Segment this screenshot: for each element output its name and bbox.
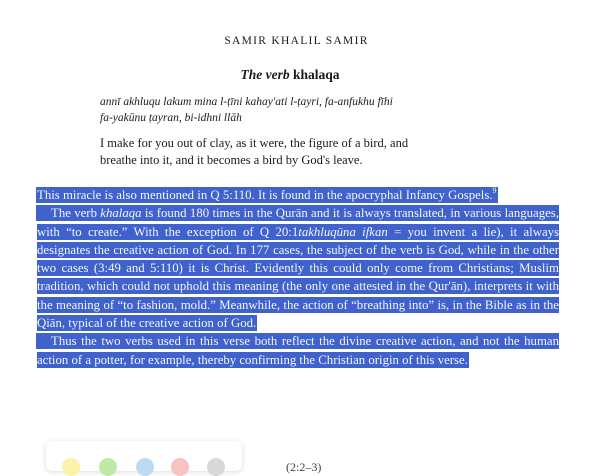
term-khalaqa: khalaqa (100, 206, 142, 221)
term-takhluquna: takhluqūna ifkan (298, 224, 388, 239)
transliteration-line: fa-yakūnu ṭayran, bi-idhni llāh (100, 112, 242, 124)
highlight-color-toolbar (46, 441, 242, 471)
section-title-prefix: The verb (240, 67, 290, 82)
highlight-green-button[interactable] (99, 458, 117, 476)
highlight-pink-button[interactable] (171, 458, 189, 476)
highlight-yellow-button[interactable] (62, 458, 80, 476)
selection-line: This miracle is also mentioned in Q 5:110. It is found in the apocryphal Infancy (37, 188, 445, 202)
paragraph-verb[interactable] (37, 204, 559, 332)
section-title (0, 67, 580, 83)
next-text-fragment: (2:2–3) (286, 460, 322, 474)
translation-block (100, 135, 460, 169)
running-head: SAMIR KHALIL SAMIR (224, 35, 369, 47)
selection-text: is found 180 times in the Qurān and it is always translated, in various languages, with “to create.” With the exception of Q 20:1 (37, 206, 559, 239)
selected-text-body[interactable] (37, 186, 559, 369)
selection-text: = you invent a lie), it always designates the creative action of God. In 177 cases, the subject of the verb is God, while in the other two cases (3:49 and 5:110) it is Christ. Evidently this could only come from Christians; Muslim tradition, which could not uphold this meaning (the only one attested in the Qur'ān), interprets it with the meaning of “to fashion, mold.” Meanwhile, the action of “breathing into” is, in the Bible as in the Qiān, typical of the creative action of God. (37, 224, 559, 331)
translation-line: breathe into it, and it becomes a bird by God's leave. (100, 153, 363, 167)
paragraph-miracle[interactable] (37, 186, 559, 204)
footnote-ref[interactable]: 9 (492, 186, 497, 195)
transliteration-block (100, 94, 495, 126)
translation-line: I make for you out of clay, as it were, the figure of a bird, and (100, 136, 409, 150)
transliteration-line: annī akhluqu lakum mina l-ṭīni kahay'ati l-ṭayri, fa-anfukhu fīhi (100, 96, 393, 108)
highlight-blue-button[interactable] (136, 458, 154, 476)
selection-text: Thus the two verbs used in this verse both reflect the divine creative action, and not the human action of a potter, for example, thereby confirming the Christian origin of this verse. (37, 334, 559, 367)
paragraph-conclusion[interactable] (37, 332, 559, 369)
highlight-gray-button[interactable] (207, 458, 225, 476)
selection-line: Gospels. (448, 188, 493, 202)
selection-text: The verb (51, 206, 101, 221)
section-title-term: khalaqa (292, 67, 340, 82)
